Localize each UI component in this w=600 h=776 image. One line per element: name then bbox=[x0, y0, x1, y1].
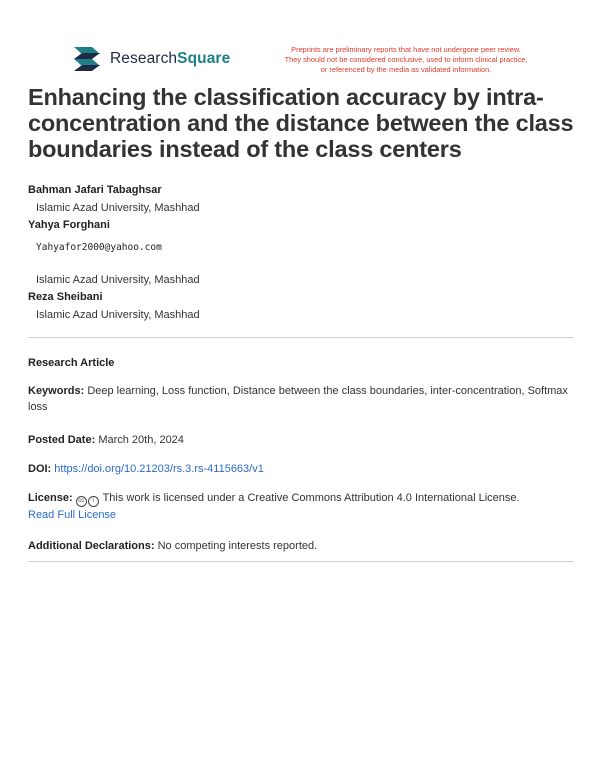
author-email[interactable]: Yahyafor2000@yahoo.com bbox=[36, 242, 162, 253]
author-affiliation: Islamic Azad University, Mashhad bbox=[36, 202, 200, 214]
keywords bbox=[28, 383, 573, 415]
declarations-value: No competing interests reported. bbox=[157, 540, 318, 552]
license bbox=[28, 490, 573, 523]
author-name: Yahya Forghani bbox=[28, 219, 110, 231]
author-affiliation: Islamic Azad University, Mashhad bbox=[36, 309, 200, 321]
read-full-license-link[interactable]: Read Full License bbox=[28, 509, 117, 521]
author-name: Bahman Jafari Tabaghsar bbox=[28, 184, 162, 196]
keywords-value: Deep learning, Loss function, Distance between the class boundaries, inter-concentration, Softmax loss bbox=[28, 385, 568, 413]
attribution-icon: i bbox=[88, 496, 99, 507]
author-name: Reza Sheibani bbox=[28, 291, 103, 303]
divider bbox=[28, 561, 573, 562]
research-square-logo[interactable] bbox=[72, 45, 230, 73]
preprint-notice: Preprints are preliminary reports that have not undergone peer review. They should not be considered conclusive, used to inform clinical practice, or referenced by the media as validated information. bbox=[284, 45, 528, 74]
posted-date-value: March 20th, 2024 bbox=[98, 434, 184, 446]
cc-icon: cc bbox=[76, 496, 87, 507]
doi-link[interactable]: https://doi.org/10.21203/rs.3.rs-4115663/v1 bbox=[54, 463, 264, 475]
paper-title: Enhancing the classification accuracy by intra-concentration and the distance between the class boundaries instead of the class centers bbox=[28, 84, 574, 162]
license-text: This work is licensed under a Creative Commons Attribution 4.0 International License. bbox=[102, 492, 520, 504]
article-type: Research Article bbox=[28, 357, 115, 369]
logo-text: ResearchSquare bbox=[110, 50, 231, 67]
declarations-label: Additional Declarations: bbox=[28, 540, 155, 552]
research-square-logo-icon bbox=[72, 45, 102, 73]
keywords-label: Keywords: bbox=[28, 385, 85, 397]
doi-label: DOI: bbox=[28, 463, 52, 475]
author-list bbox=[28, 182, 568, 324]
posted-date-label: Posted Date: bbox=[28, 434, 96, 446]
divider bbox=[28, 337, 573, 338]
additional-declarations bbox=[28, 538, 573, 554]
posted-date bbox=[28, 432, 573, 448]
doi bbox=[28, 461, 573, 477]
license-label: License: bbox=[28, 492, 73, 504]
author-affiliation: Islamic Azad University, Mashhad bbox=[36, 274, 200, 286]
